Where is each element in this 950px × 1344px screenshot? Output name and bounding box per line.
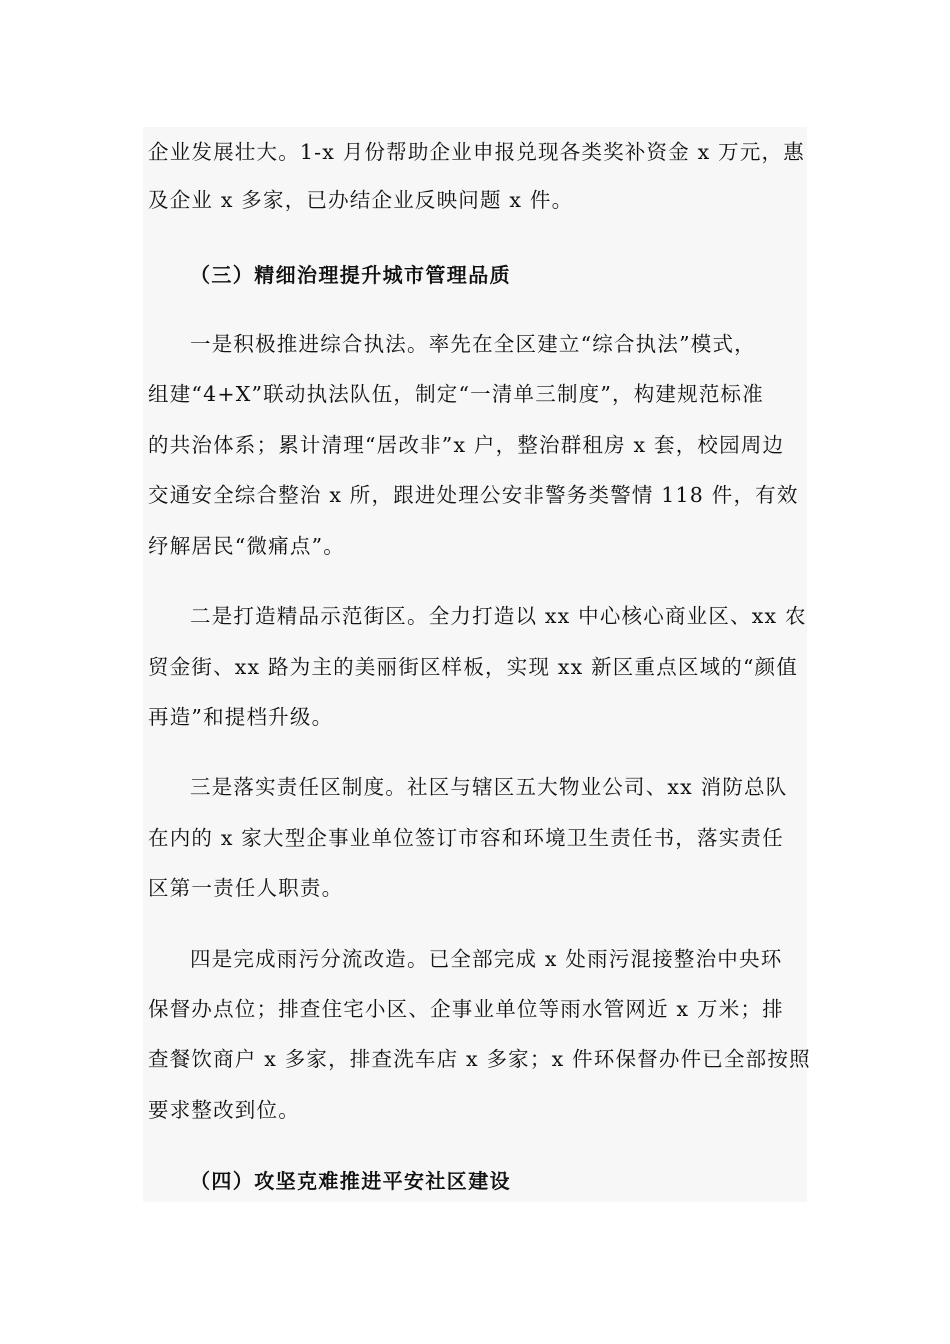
text-line: 要求整改到位。 <box>148 1098 300 1122</box>
text-line: 三是落实责任区制度。社区与辖区五大物业公司、xx 消防总队 <box>190 775 788 799</box>
text-line: 保督办点位；排查住宅小区、企事业单位等雨水管网近 x 万米；排 <box>148 997 784 1021</box>
section-heading: （三）精细治理提升城市管理品质 <box>190 263 511 287</box>
text-line: 在内的 x 家大型企事业单位签订市容和环境卫生责任书，落实责任 <box>148 826 784 850</box>
text-line: 再造”和提档升级。 <box>148 705 334 729</box>
text-line: 贸金街、xx 路为主的美丽街区样板，实现 xx 新区重点区域的“颜值 <box>148 655 799 679</box>
text-line: 四是完成雨污分流改造。已全部完成 x 处雨污混接整治中央环 <box>190 947 783 971</box>
section-heading: （四）攻坚克难推进平安社区建设 <box>190 1169 511 1193</box>
text-line: 企业发展壮大。1-x 月份帮助企业申报兑现各类奖补资金 x 万元，惠 <box>148 140 805 164</box>
text-line: 交通安全综合整治 x 所，跟进处理公安非警务类警情 118 件，有效 <box>148 483 799 507</box>
text-line: 纾解居民“微痛点”。 <box>148 534 345 558</box>
text-line: 的共治体系；累计清理“居改非”x 户，整治群租房 x 套，校园周边 <box>148 433 785 457</box>
text-line: 区第一责任人职责。 <box>148 876 344 900</box>
text-line: 一是积极推进综合执法。率先在全区建立“综合执法”模式， <box>190 332 756 356</box>
text-line: 查餐饮商户 x 多家，排查洗车店 x 多家；x 件环保督办件已全部按照 <box>148 1047 811 1071</box>
text-line: 二是打造精品示范街区。全力打造以 xx 中心核心商业区、xx 农 <box>190 604 807 628</box>
text-line: 组建“4+X”联动执法队伍，制定“一清单三制度”，构建规范标准 <box>148 382 764 406</box>
text-line: 及企业 x 多家，已办结企业反映问题 x 件。 <box>148 188 574 212</box>
